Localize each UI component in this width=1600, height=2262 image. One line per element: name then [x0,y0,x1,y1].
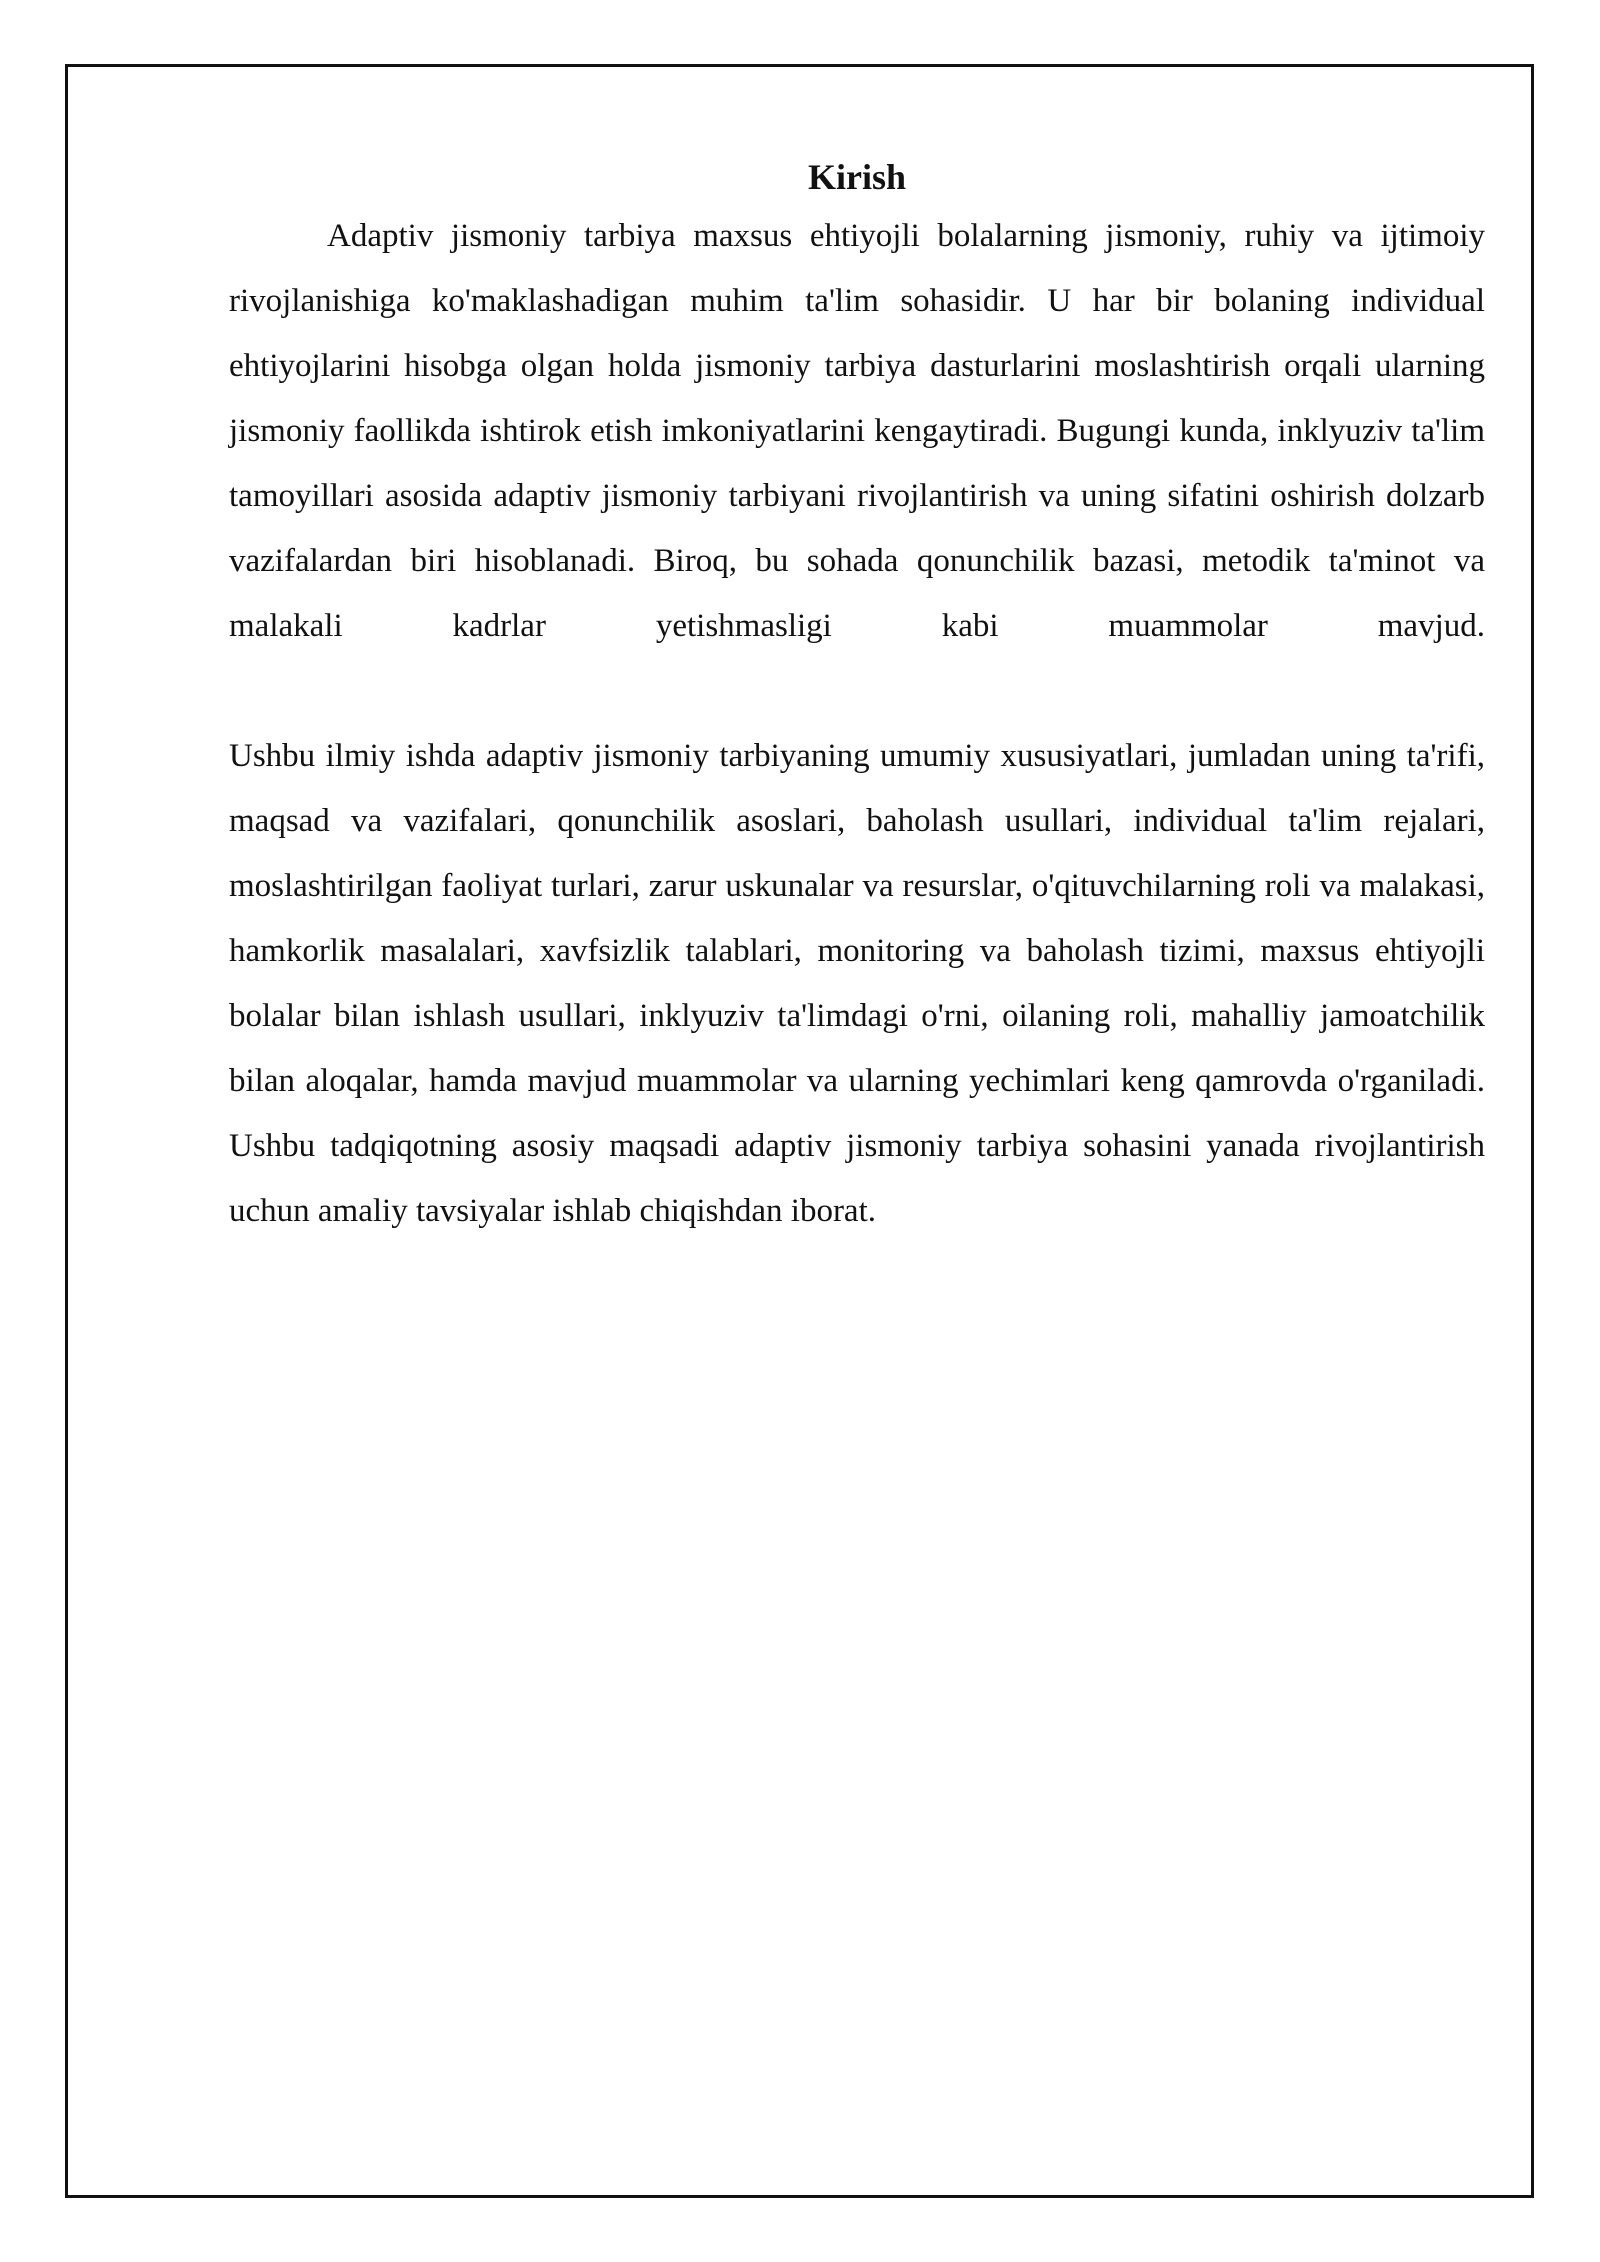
document-body [229,150,1485,1244]
page-title: Kirish [807,157,906,197]
intro-paragraph-1: Adaptiv jismoniy tarbiya maxsus ehtiyojli bolalarning jismoniy, ruhiy va ijtimoiy rivojlanishiga ko'maklashadigan muhim ta'lim sohasidir. U har bir bolaning individual ehtiyojlarini hisobga olgan holda jismoniy tarbiya dasturlarini moslashtirish orqali ularning jismoniy faollikda ishtirok etish imkoniyatlarini kengaytiradi. Bugungi kunda, inklyuziv ta'lim tamoyillari asosida adaptiv jismoniy tarbiyani rivojlantirish va uning sifatini oshirish dolzarb vazifalardan biri hisoblanadi. Biroq, bu sohada qonunchilik bazasi, metodik ta'minot va malakali kadrlar yetishmasligi kabi muammolar mavjud. [229,218,1485,644]
intro-paragraph-2: Ushbu ilmiy ishda adaptiv jismoniy tarbiyaning umumiy xususiyatlari, jumladan uning ta'rifi, maqsad va vazifalari, qonunchilik asoslari, baholash usullari, individual ta'lim rejalari, moslashtirilgan faoliyat turlari, zarur uskunalar va resurslar, o'qituvchilarning roli va malakasi, hamkorlik masalalari, xavfsizlik talablari, monitoring va baholash tizimi, maxsus ehtiyojli bolalar bilan ishlash usullari, inklyuziv ta'limdagi o'rni, oilaning roli, mahalliy jamoatchilik bilan aloqalar, hamda mavjud muammolar va ularning yechimlari keng qamrovda o'rganiladi. Ushbu tadqiqotning asosiy maqsadi adaptiv jismoniy tarbiya sohasini yanada rivojlantirish uchun amaliy tavsiyalar ishlab chiqishdan iborat. [229,738,1485,1229]
